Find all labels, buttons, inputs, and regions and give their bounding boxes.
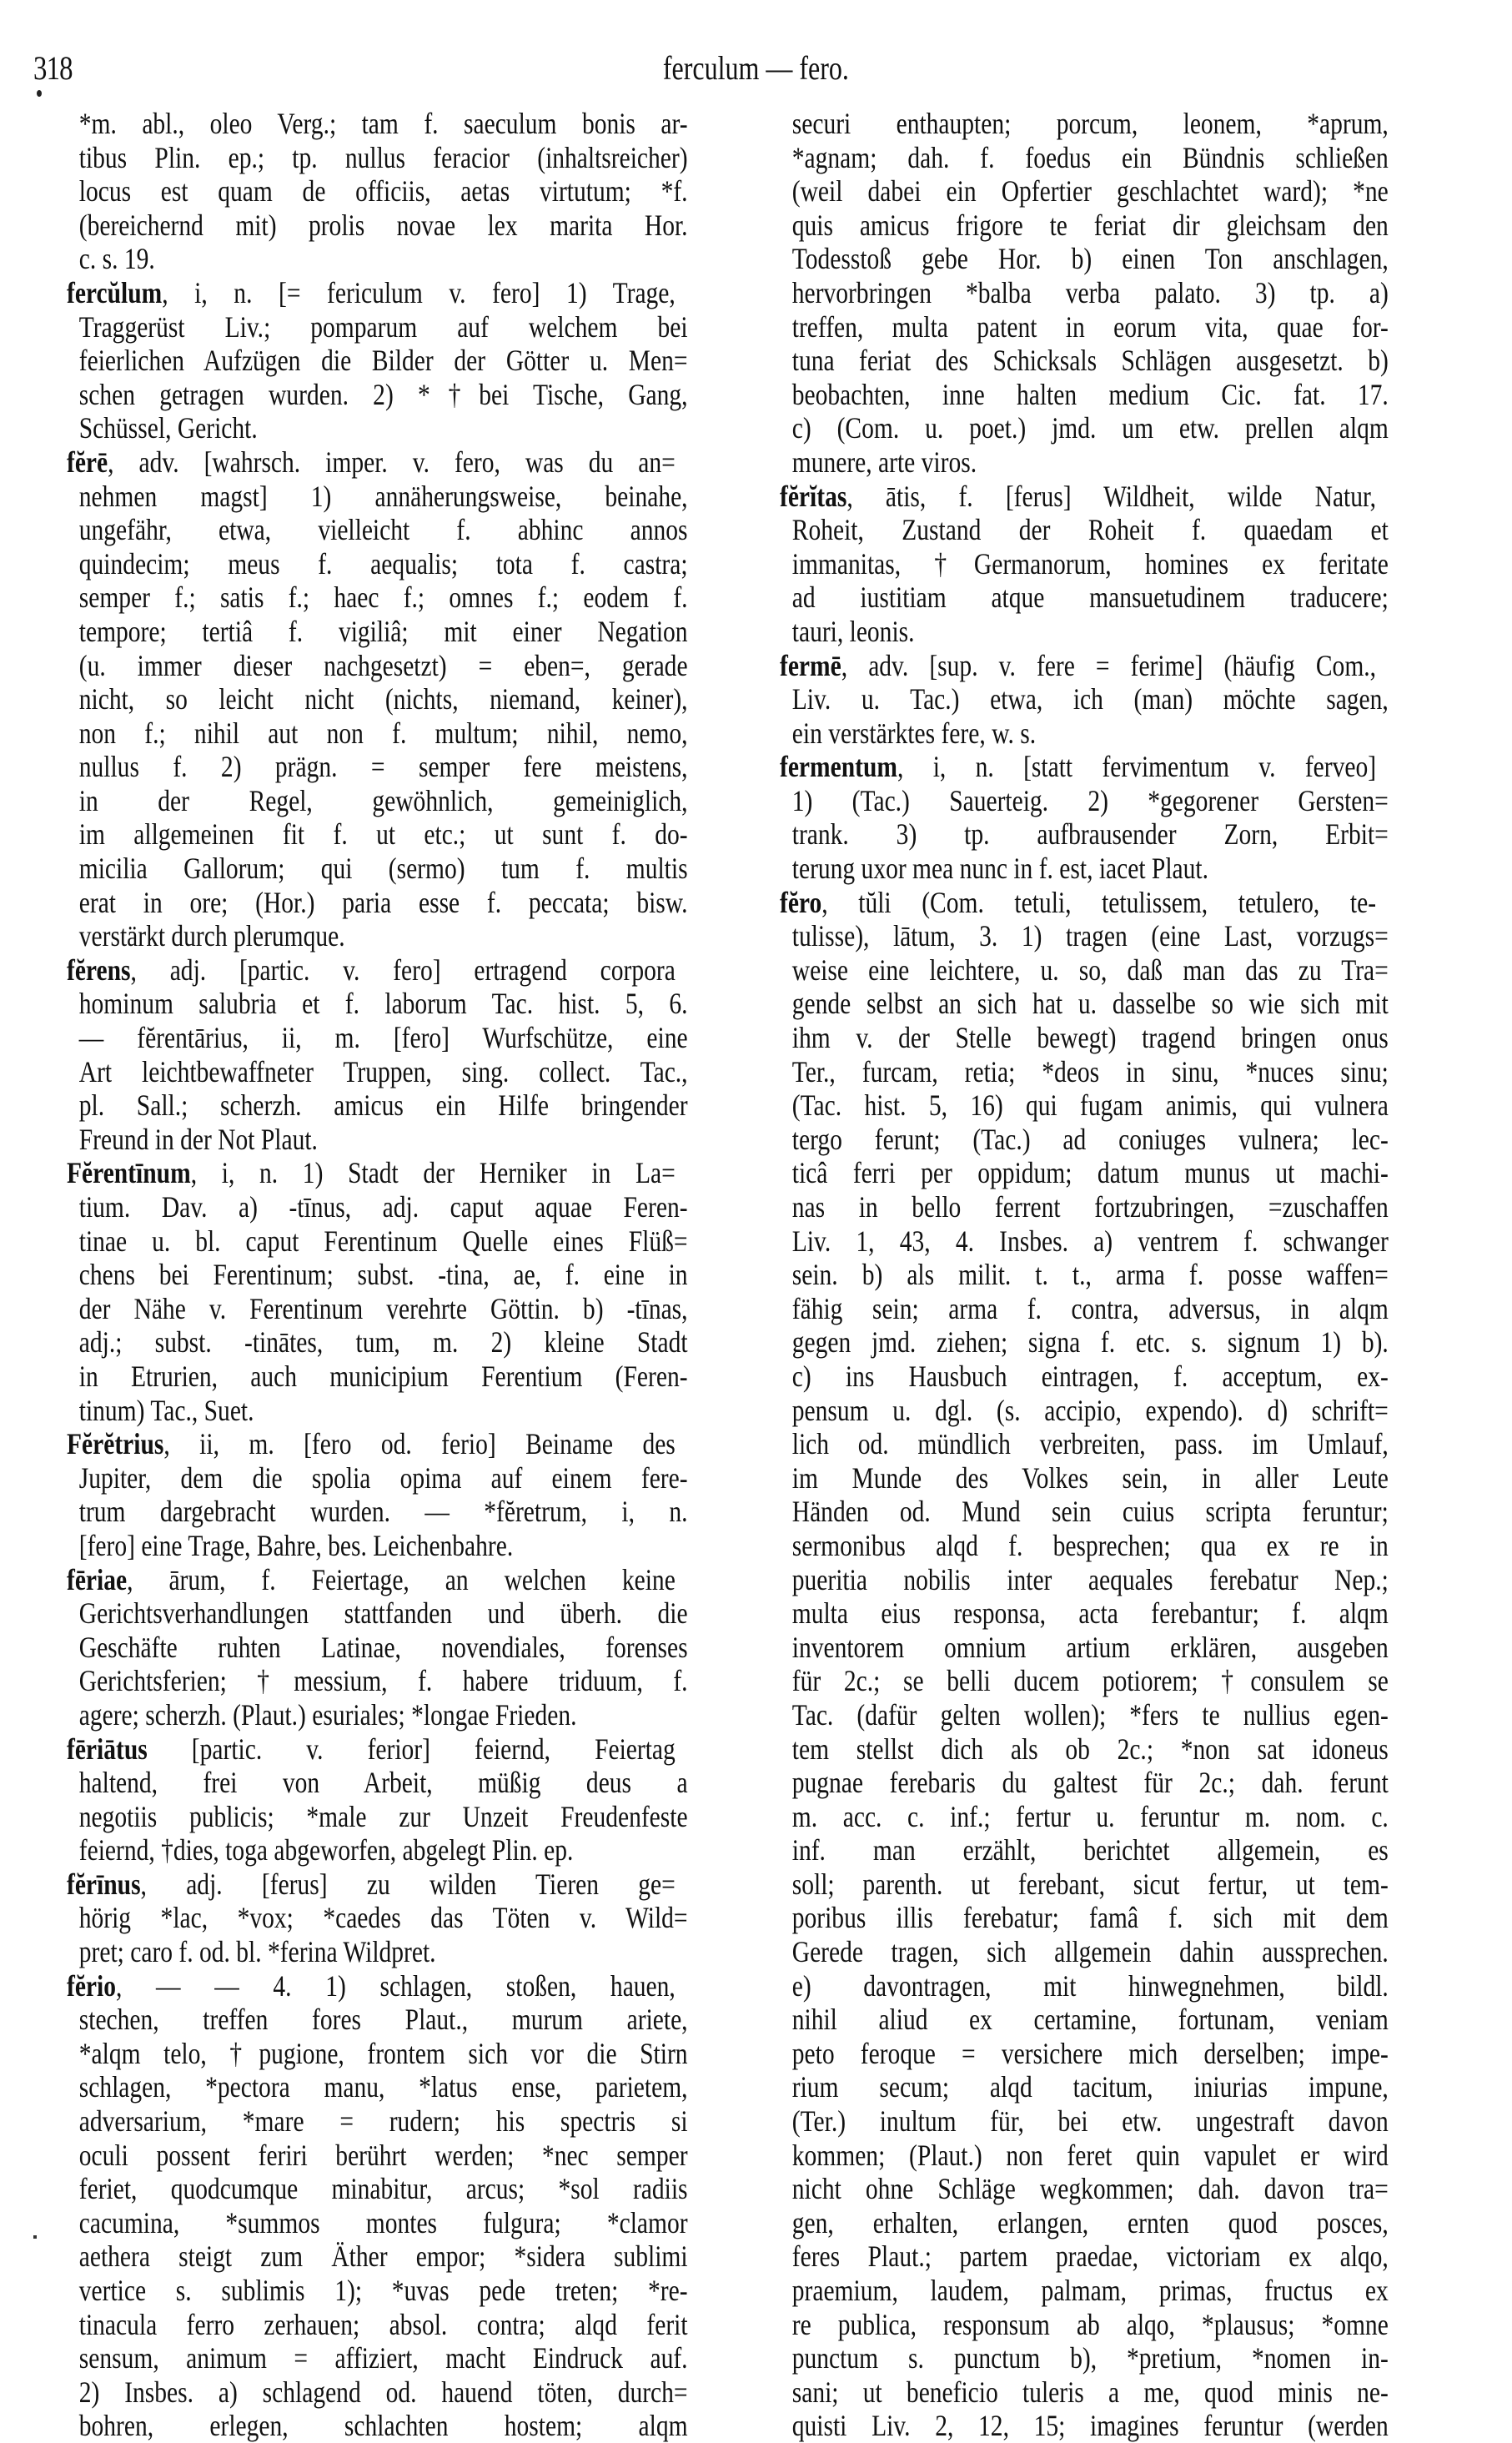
entry-text-line: semper f.; satis f.; haec f.; omnes f.; eodem f. xyxy=(78,581,688,615)
entry-text-line: im Munde des Volkes sein, in aller Leute xyxy=(791,1460,1389,1495)
entry-text-line: adversarium, *mare = rudern; his spectris si xyxy=(78,2104,688,2139)
entry-text-line: schlagen, *pectora manu, *latus ense, parietem, xyxy=(78,2070,688,2104)
entry-text-line: e) davontragen, mit hinwegnehmen, bildl. xyxy=(791,1968,1389,2003)
entry-text-line: verstärkt durch plerumque. xyxy=(78,919,345,953)
entry-text-line: ad iustitiam atque mansuetudinem traducere; xyxy=(791,581,1389,615)
entry-text-line: treffen, multa patent in eorum vita, quae for- xyxy=(791,309,1389,344)
entry-text-line: c. s. 19. xyxy=(78,242,155,276)
entry-text-line: quisti Liv. 2, 12, 15; imagines feruntur (werden xyxy=(791,2409,1389,2443)
entry-text-line: sermonibus alqd f. besprechen; qua ex re in xyxy=(791,1528,1389,1562)
entry-text: , i, n. [= fericulum v. fero] 1) Trage, xyxy=(162,275,676,309)
entry-text-line: im allgemeinen fit f. ut etc.; ut sunt f. do- xyxy=(78,817,688,852)
entry-text-line: gen, erhalten, erlangen, ernten quod posces, xyxy=(791,2205,1389,2239)
entry-text-line: chens bei Ferentinum; subst. -tina, ae, f. eine in xyxy=(78,1258,688,1292)
entry-text-line: nullus f. 2) prägn. = semper fere meistens, xyxy=(78,750,688,784)
entry-text-line: Art leichtbewaffneter Truppen, sing. collect. Tac., xyxy=(78,1054,688,1088)
entry-text-line: ihm v. der Stelle bewegt) tragend bringen onus xyxy=(791,1021,1389,1055)
entry-text-line: schen getragen wurden. 2) *†bei Tische, Gang, xyxy=(78,377,688,411)
entry-text-line: lich od. mündlich verbreiten, pass. im Umlauf, xyxy=(791,1427,1389,1461)
entry-text: , adv. [sup. v. fere = ferime] (häufig Com., xyxy=(841,648,1377,682)
entry-text-line: *alqm telo, †pugione, frontem sich vor die Stirn xyxy=(78,2036,688,2070)
entry-text-line: pueritia nobilis inter aequales ferebatur Nep.; xyxy=(791,1562,1389,1596)
entry-text-line: haltend, frei von Arbeit, müßig deus a xyxy=(78,1766,688,1800)
entry-text-line: adj.; subst. -tinātes, tum, m. 2) kleine Stadt xyxy=(78,1325,688,1360)
entry-text-line: punctum s. punctum b), *pretium, *nomen in- xyxy=(791,2341,1389,2375)
headword: fēriae xyxy=(67,1562,128,1596)
entry-text-line: in der Regel, gewöhnlich, gemeiniglich, xyxy=(78,783,688,817)
entry-text-line: *m. abl., oleo Verg.; tam f. saeculum bonis ar- xyxy=(78,107,688,140)
entry-text-line: non f.; nihil aut non f. multum; nihil, nemo, xyxy=(78,716,688,750)
entry-text-line: inventorem omnium artium erklären, ausgeben xyxy=(791,1630,1389,1664)
entry-text-line: für 2c.; se belli ducem potiorem; †consulem se xyxy=(791,1664,1389,1698)
entry-text-line: (Tac. hist. 5, 16) qui fugam animis, qui vulnera xyxy=(791,1088,1389,1123)
entry-text-line: quis amicus frigore te feriat dir gleichsam den xyxy=(791,208,1389,242)
entry-text-line: immanitas, †Germanorum, homines ex feritate xyxy=(791,546,1389,581)
entry-text-line: Liv. u. Tac.) etwa, ich (man) möchte sagen, xyxy=(791,682,1389,716)
entry-text-line: Tac. (dafür gelten wollen); *fers te nullius egen- xyxy=(791,1697,1389,1732)
entry-text-line: gende selbst an sich hat u. dasselbe so wie sich mit xyxy=(791,987,1389,1021)
entry-text-line: [fero] eine Trage, Bahre, bes. Leichenbahre. xyxy=(78,1528,514,1562)
entry-text: , ii, m. [fero od. ferio] Beiname des xyxy=(163,1427,676,1461)
entry-text-line: micilia Gallorum; qui (sermo) tum f. multis xyxy=(78,852,688,886)
entry-text-line: Traggerüst Liv.; pomparum auf welchem bei xyxy=(78,309,688,344)
entry-text-line: weise eine leichtere, u. so, daß man das zu Tra= xyxy=(791,953,1389,987)
entry-headword-line xyxy=(67,1156,676,1190)
headword: fercŭlum xyxy=(67,275,163,309)
entry-text-line: pensum u. dgl. (s. accipio, expendo). d) schrift= xyxy=(791,1393,1389,1427)
entry-text-line: der Nähe v. Ferentinum verehrte Göttin. b) -tīnas, xyxy=(78,1291,688,1325)
entry-text-line: peto feroque = versichere mich derselben; impe- xyxy=(791,2036,1389,2070)
headword: Fĕrentīnum xyxy=(67,1156,191,1190)
entry-text-line: ticâ ferri per oppidum; datum munus ut machi- xyxy=(791,1156,1389,1190)
entry-headword-line xyxy=(780,750,1376,784)
entry-text-line: vertice s. sublimis 1); *uvas pede treten; *re- xyxy=(78,2274,688,2307)
entry-text-line: stechen, treffen fores Plaut., murum ariete, xyxy=(78,2003,688,2037)
entry-text-line: feiernd, †dies, toga abgeworfen, abgelegt Plin. ep. xyxy=(78,1833,574,1867)
entry-text-line: tem stellst dich als ob 2c.; *non sat idoneus xyxy=(791,1732,1389,1766)
entry-text: , — — 4. 1) schlagen, stoßen, hauen, xyxy=(116,1968,676,2003)
running-head xyxy=(0,48,1512,88)
headword: fĕrīnus xyxy=(67,1867,141,1901)
entry-text-line: re publica, responsum ab alqo, *plausus; *omne xyxy=(791,2307,1389,2341)
entry-text-line: c) ins Hausbuch eintragen, f. acceptum, ex- xyxy=(791,1359,1389,1393)
entry-text-line: Ter., furcam, retia; *deos in sinu, *nuces sinu; xyxy=(791,1054,1389,1088)
entry-text-line: quindecim; meus f. aequalis; tota f. castra; xyxy=(78,546,688,581)
entry-text-line: sani; ut beneficio tuleris a me, quod minis ne- xyxy=(791,2375,1389,2409)
entry-text-line: Händen od. Mund sein cuius scripta feruntur; xyxy=(791,1495,1389,1529)
entry-text-line: multa eius responsa, acta ferebantur; f. alqm xyxy=(791,1596,1389,1631)
entry-text-line: agere; scherzh. (Plaut.) esuriales; *longae Frieden. xyxy=(78,1697,577,1732)
left-column xyxy=(67,107,688,2443)
entry-text-line: inf. man erzählt, berichtet allgemein, es xyxy=(791,1833,1389,1867)
entry-headword-line xyxy=(67,1427,676,1461)
entry-headword-line xyxy=(67,1867,676,1902)
entry-text-line: feierlichen Aufzügen die Bilder der Götter u. Men= xyxy=(78,344,688,378)
entry-text-line: pret; caro f. od. bl. *ferina Wildpret. xyxy=(78,1935,436,1969)
entry-headword-line xyxy=(67,276,676,310)
entry-text-line: hominum salubria et f. laborum Tac. hist. 5, 6. xyxy=(78,987,688,1021)
entry-text-line: nihil aliud ex certamine, fortunam, veniam xyxy=(791,2003,1389,2037)
entry-text-line: tergo ferunt; (Tac.) ad coniuges vulnera; lec- xyxy=(791,1122,1389,1156)
entry-text-line: pl. Sall.; scherzh. amicus ein Hilfe bringender xyxy=(78,1088,688,1123)
entry-text-line: kommen; (Plaut.) non feret quin vapulet er wird xyxy=(791,2138,1389,2172)
entry-text-line: praemium, laudem, palmam, primas, fructus ex xyxy=(791,2274,1389,2307)
entry-text-line: (u. immer dieser nachgesetzt) = eben=, gerade xyxy=(78,648,688,682)
margin-mark xyxy=(37,90,42,97)
entry-text-line: gegen jmd. ziehen; signa f. etc. s. signum 1) b). xyxy=(791,1325,1389,1360)
entry-text-line: tinacula ferro zerhauen; absol. contra; alqd ferit xyxy=(78,2307,688,2341)
entry-headword-line xyxy=(67,1732,676,1767)
entry-text-line: Todesstoß gebe Hor. b) einen Ton anschlagen, xyxy=(791,242,1389,276)
entry-text-line: Jupiter, dem die spolia opima auf einem fere- xyxy=(78,1460,688,1495)
entry-text: , ātis, f. [ferus] Wildheit, wilde Natur, xyxy=(846,479,1377,513)
entry-text-line: tuna feriat des Schicksals Schlägen ausgesetzt. b) xyxy=(791,344,1389,378)
headword: fĕrens xyxy=(67,953,131,987)
running-head-text: ferculum — fero. xyxy=(662,49,850,87)
entry-text-line: pugnae ferebaris du galtest für 2c.; dah. ferunt xyxy=(791,1766,1389,1800)
headword: Fĕrĕtrius xyxy=(67,1427,164,1461)
entry-text-line: tinae u. bl. caput Ferentinum Quelle eines Flüß= xyxy=(78,1224,688,1258)
entry-text-line: hörig *lac, *vox; *caedes das Töten v. Wild= xyxy=(78,1901,688,1935)
entry-text: , adv. [wahrsch. imper. v. fero, was du an= xyxy=(108,445,676,479)
entry-text-line: tauri, leonis. xyxy=(791,614,915,648)
entry-text: , i, n. 1) Stadt der Herniker in La= xyxy=(190,1156,676,1190)
entry-text-line: 1) (Tac.) Sauerteig. 2) *gegorener Gersten= xyxy=(791,783,1389,817)
entry-text-line: tempore; tertiâ f. vigiliâ; mit einer Negation xyxy=(78,614,688,648)
entry-text-line: feriet, quodcumque minabitur, arcus; *sol radiis xyxy=(78,2172,688,2206)
entry-text-line: — fĕrentārius, ii, m. [fero] Wurfschütze, eine xyxy=(78,1021,688,1055)
entry-text-line: locus est quam de officiis, aetas virtutum; *f. xyxy=(78,174,688,209)
entry-text-line: in Etrurien, auch municipium Ferentium (Feren- xyxy=(78,1359,688,1393)
entry-text-line: (bereichernd mit) prolis novae lex marita Hor. xyxy=(78,208,688,242)
headword: fĕrē xyxy=(67,445,108,479)
entry-text-line: rium secum; alqd tacitum, iniurias impune, xyxy=(791,2070,1389,2104)
entry-text-line: Geschäfte ruhten Latinae, novendiales, forenses xyxy=(78,1630,688,1664)
entry-text-line: cacumina, *summos montes fulgura; *clamor xyxy=(78,2205,688,2239)
entry-text-line: nehmen magst] 1) annäherungsweise, beinahe, xyxy=(78,479,688,513)
entry-text-line: nicht, so leicht nicht (nichts, niemand, keiner), xyxy=(78,682,688,716)
entry-text-line: tium. Dav. a) -tīnus, adj. caput aquae Feren- xyxy=(78,1190,688,1224)
entry-text-line: Gerichtsverhandlungen stattfanden und überh. die xyxy=(78,1596,688,1631)
entry-text-line: securi enthaupten; porcum, leonem, *aprum, xyxy=(791,107,1389,140)
entry-text-line: sein. b) als milit. t. t., arma f. posse waffen= xyxy=(791,1258,1389,1292)
entry-text-line: erat in ore; (Hor.) paria esse f. peccata; bisw. xyxy=(78,885,688,919)
entry-text-line: aethera steigt zum Äther empor; *sidera sublimi xyxy=(78,2239,688,2274)
entry-headword-line xyxy=(67,1969,676,2003)
entry-text-line: tinum) Tac., Suet. xyxy=(78,1393,254,1427)
headword: fēriātus xyxy=(67,1732,148,1766)
headword: fermentum xyxy=(780,750,897,784)
entry-text-line: beobachten, inne halten medium Cic. fat. 17. xyxy=(791,377,1389,411)
entry-text-line: *agnam; dah. f. foedus ein Bündnis schließen xyxy=(791,140,1389,174)
entry-text-line: terung uxor mea nunc in f. est, iacet Plaut. xyxy=(791,852,1208,886)
entry-text-line: trank. 3) tp. aufbrausender Zorn, Erbit= xyxy=(791,817,1389,852)
entry-text-line: negotiis publicis; *male zur Unzeit Freudenfeste xyxy=(78,1799,688,1833)
entry-text-line: nicht ohne Schläge wegkommen; dah. davon tra= xyxy=(791,2172,1389,2206)
entry-headword-line xyxy=(67,445,676,480)
entry-text-line: munere, arte viros. xyxy=(791,445,977,479)
entry-text: , tŭli (Com. tetuli, tetulissem, tetulero, te- xyxy=(821,885,1377,919)
entry-text-line: Liv. 1, 43, 4. Insbes. a) ventrem f. schwanger xyxy=(791,1224,1389,1258)
entry-text-line: bohren, erlegen, schlachten hostem; alqm xyxy=(78,2409,688,2443)
entry-text-line: ein verstärktes fere, w. s. xyxy=(791,716,1037,750)
entry-headword-line xyxy=(780,886,1376,920)
headword: fĕrio xyxy=(67,1968,117,2003)
entry-text-line: (Ter.) inultum für, bei etw. ungestraft davon xyxy=(791,2104,1389,2139)
headword: fĕrĭtas xyxy=(780,479,847,513)
entry-headword-line xyxy=(67,953,676,988)
entry-text: , adj. [ferus] zu wilden Tieren ge= xyxy=(140,1867,676,1901)
entry-text-line: poribus illis ferebatur; famâ f. sich mit dem xyxy=(791,1901,1389,1935)
entry-text-line: fähig sein; arma f. contra, adversus, in alqm xyxy=(791,1291,1389,1325)
entry-text: , ārum, f. Feiertage, an welchen keine xyxy=(127,1562,676,1596)
entry-text-line: Gerede tragen, sich allgemein dahin aussprechen. xyxy=(791,1935,1389,1969)
entry-text-line: tulisse), lātum, 3. 1) tragen (eine Last, vorzugs= xyxy=(791,919,1389,953)
entry-text-line: sensum, animum = affiziert, macht Eindruck auf. xyxy=(78,2341,688,2375)
entry-text-line: m. acc. c. inf.; fertur u. feruntur m. nom. c. xyxy=(791,1799,1389,1833)
entry-text-line: soll; parenth. ut ferebant, sicut fertur, ut tem- xyxy=(791,1867,1389,1901)
entry-text-line: (weil dabei ein Opfertier geschlachtet ward); *ne xyxy=(791,174,1389,209)
right-column xyxy=(780,107,1389,2443)
entry-text-line: Freund in der Not Plaut. xyxy=(78,1122,318,1156)
entry-text-line: Schüssel, Gericht. xyxy=(78,411,258,445)
bottom-margin-mark xyxy=(33,2235,37,2239)
entry-headword-line xyxy=(780,649,1376,683)
headword: fermē xyxy=(780,648,841,682)
entry-text-line: hervorbringen *balba verba palato. 3) tp. a) xyxy=(791,275,1389,309)
entry-text-line: Gerichtsferien; †messium, f. habere triduum, f. xyxy=(78,1664,688,1698)
entry-text-line: ungefähr, etwa, vielleicht f. abhinc annos xyxy=(78,513,688,547)
entry-headword-line xyxy=(67,1563,676,1597)
entry-text-line: feres Plaut.; partem praedae, victoriam ex alqo, xyxy=(791,2239,1389,2274)
entry-text-line: oculi possent feriri berührt werden; *nec semper xyxy=(78,2138,688,2172)
entry-text-line: Roheit, Zustand der Roheit f. quaedam et xyxy=(791,513,1389,547)
entry-text-line: trum dargebracht wurden. — *fĕretrum, i, n. xyxy=(78,1495,688,1529)
entry-text-line: nas in bello ferrent fortzubringen, =zuschaffen xyxy=(791,1190,1389,1224)
entry-headword-line xyxy=(780,480,1376,514)
headword: fĕro xyxy=(780,885,822,919)
entry-text: [partic. v. ferior] feiernd, Feiertag xyxy=(147,1732,676,1766)
entry-text-line: tibus Plin. ep.; tp. nullus feracior (inhaltsreicher) xyxy=(78,140,688,174)
entry-text-line: 2) Insbes. a) schlagend od. hauend töten, durch= xyxy=(78,2375,688,2409)
page-number: 318 xyxy=(33,49,73,87)
entry-text: , adj. [partic. v. fero] ertragend corpora xyxy=(130,953,676,987)
entry-text: , i, n. [statt fervimentum v. ferveo] xyxy=(897,750,1377,784)
entry-text-line: c) (Com. u. poet.) jmd. um etw. prellen alqm xyxy=(791,411,1389,445)
